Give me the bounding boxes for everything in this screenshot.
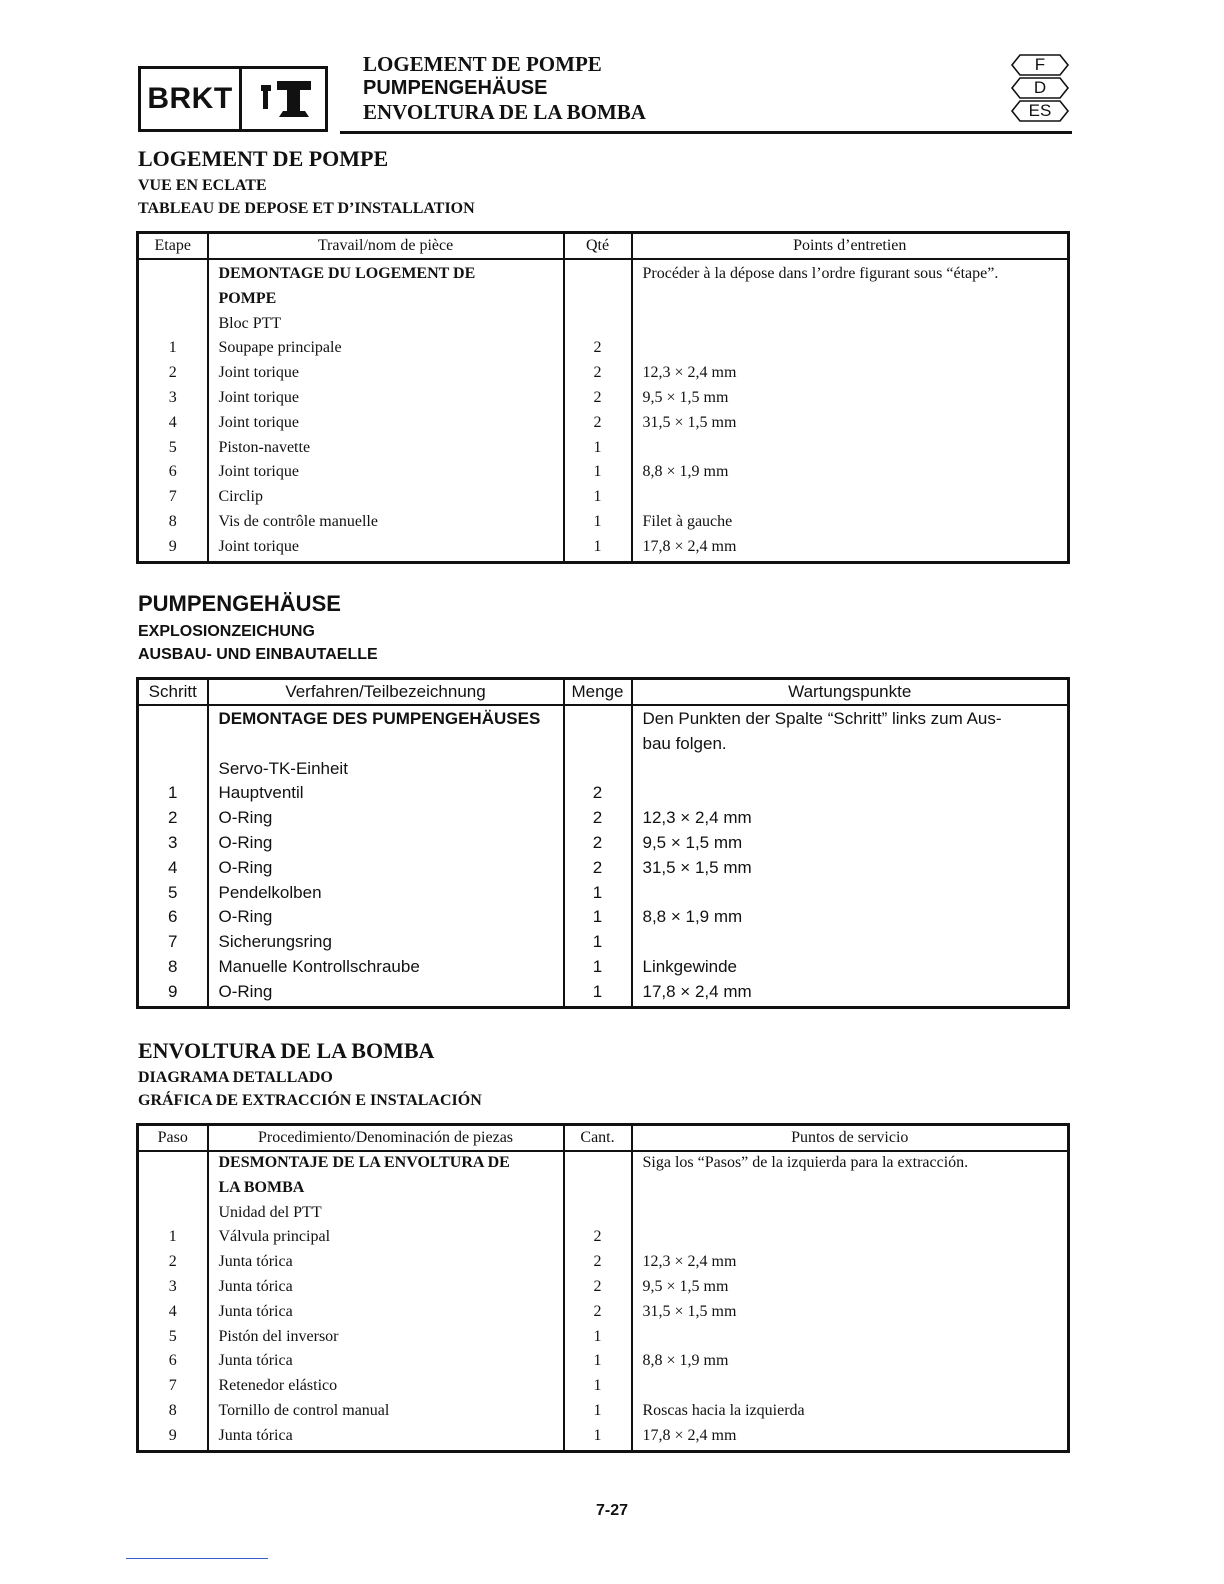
table-row: 8 Manuelle Kontrollschraube 1 Linkgewinde: [138, 956, 1069, 981]
subtitle-de-2: AUSBAU- UND EINBAUTAELLE: [138, 646, 378, 663]
table-row: 6 Joint torique 1 8,8 × 1,9 mm: [138, 461, 1069, 486]
page-number: 7-27: [595, 1502, 629, 1519]
table-row: 5 Pistón del inversor 1: [138, 1326, 1069, 1351]
operation-row: [138, 259, 1069, 288]
table-row: 3 O-Ring 2 9,5 × 1,5 mm: [138, 832, 1069, 857]
bracket-icon: [242, 69, 325, 129]
table-row: 6 Junta tórica 1 8,8 × 1,9 mm: [138, 1350, 1069, 1375]
table-row: 7 Circlip 1: [138, 486, 1069, 511]
table-row: 3 Junta tórica 2 9,5 × 1,5 mm: [138, 1276, 1069, 1301]
header-titles: [363, 52, 646, 124]
section-title-de: PUMPENGEHÄUSE: [138, 591, 341, 616]
lang-tag-f: F: [1010, 54, 1070, 76]
section-title-fr: LOGEMENT DE POMPE: [138, 146, 389, 171]
unit-label: Unidad del PTT: [208, 1202, 564, 1227]
table-row: 2 Joint torique 2 12,3 × 2,4 mm: [138, 362, 1069, 387]
col-header-part: Verfahren/Teilbezeichnung: [208, 679, 564, 706]
operation-note: Siga los “Pasos” de la izquierda para la extracción.: [632, 1151, 1069, 1177]
col-header-step: Paso: [138, 1125, 208, 1152]
operation-note: Den Punkten der Spalte “Schritt” links zum Aus-: [632, 705, 1069, 733]
table-row: 5 Piston-navette 1: [138, 437, 1069, 462]
table-header-row: [138, 679, 1069, 706]
table-row: 7 Sicherungsring 1: [138, 931, 1069, 956]
parts-table-es: [136, 1123, 1070, 1453]
brkt-label: BRKT: [141, 69, 242, 129]
table-row: 9 O-Ring 1 17,8 × 2,4 mm: [138, 981, 1069, 1007]
unit-label: Bloc PTT: [208, 313, 564, 338]
col-header-part: Procedimiento/Denominación de piezas: [208, 1125, 564, 1152]
table-row: 3 Joint torique 2 9,5 × 1,5 mm: [138, 387, 1069, 412]
parts-table-fr: [136, 231, 1070, 564]
operation-note-cont: bau folgen.: [632, 733, 1069, 758]
parts-table-de: [136, 677, 1070, 1009]
table-row: 4 Joint torique 2 31,5 × 1,5 mm: [138, 412, 1069, 437]
col-header-points: Wartungspunkte: [632, 679, 1069, 706]
operation-note: Procéder à la dépose dans l’ordre figurant sous “étape”.: [632, 259, 1069, 288]
table-row: 8 Vis de contrôle manuelle 1 Filet à gauche: [138, 511, 1069, 536]
col-header-step: Etape: [138, 233, 208, 260]
subtitle-fr-2: TABLEAU DE DEPOSE ET D’INSTALLATION: [138, 200, 475, 217]
col-header-qty: Qté: [564, 233, 632, 260]
operation-title: DESMONTAJE DE LA ENVOLTURA DE: [208, 1151, 564, 1177]
col-header-qty: Menge: [564, 679, 632, 706]
table-row: 4 O-Ring 2 31,5 × 1,5 mm: [138, 857, 1069, 882]
table-header-row: [138, 1125, 1069, 1152]
subtitle-de-1: EXPLOSIONZEICHUNG: [138, 623, 315, 640]
col-header-part: Travail/nom de pièce: [208, 233, 564, 260]
table-row: 8 Tornillo de control manual 1 Roscas hacia la izquierda: [138, 1400, 1069, 1425]
header-rule: [340, 131, 1072, 134]
table-row: 4 Junta tórica 2 31,5 × 1,5 mm: [138, 1301, 1069, 1326]
operation-title: DEMONTAGE DU LOGEMENT DE: [208, 259, 564, 288]
subtitle-es-1: DIAGRAMA DETALLADO: [138, 1069, 333, 1086]
table-row: 9 Joint torique 1 17,8 × 2,4 mm: [138, 536, 1069, 562]
table-row: 5 Pendelkolben 1: [138, 882, 1069, 907]
col-header-points: Puntos de servicio: [632, 1125, 1069, 1152]
lang-tag-es: ES: [1010, 100, 1070, 122]
operation-row: [138, 1151, 1069, 1177]
subtitle-fr-1: VUE EN ECLATE: [138, 177, 267, 194]
table-row: 1 Válvula principal 2: [138, 1226, 1069, 1251]
table-row: 9 Junta tórica 1 17,8 × 2,4 mm: [138, 1425, 1069, 1451]
header-title-de: PUMPENGEHÄUSE: [363, 77, 548, 99]
brkt-badge: [138, 66, 328, 132]
col-header-points: Points d’entretien: [632, 233, 1069, 260]
table-row: 7 Retenedor elástico 1: [138, 1375, 1069, 1400]
header-title-fr: LOGEMENT DE POMPE: [363, 52, 602, 76]
footer-line: [126, 1558, 268, 1559]
table-row: 1 Hauptventil 2: [138, 782, 1069, 807]
table-row: 2 Junta tórica 2 12,3 × 2,4 mm: [138, 1251, 1069, 1276]
header-title-es: ENVOLTURA DE LA BOMBA: [363, 100, 646, 124]
operation-title: DEMONTAGE DES PUMPENGEHÄUSES: [208, 705, 564, 733]
table-header-row: [138, 233, 1069, 260]
unit-label: Servo-TK-Einheit: [208, 758, 564, 783]
table-row: 1 Soupape principale 2: [138, 337, 1069, 362]
subtitle-es-2: GRÁFICA DE EXTRACCIÓN E INSTALACIÓN: [138, 1092, 482, 1109]
col-header-qty: Cant.: [564, 1125, 632, 1152]
section-title-es: ENVOLTURA DE LA BOMBA: [138, 1038, 435, 1063]
col-header-step: Schritt: [138, 679, 208, 706]
operation-title-cont: POMPE: [208, 288, 564, 313]
table-row: 6 O-Ring 1 8,8 × 1,9 mm: [138, 906, 1069, 931]
table-row: 2 O-Ring 2 12,3 × 2,4 mm: [138, 807, 1069, 832]
operation-row: [138, 705, 1069, 733]
lang-tag-d: D: [1010, 77, 1070, 99]
operation-title-cont: LA BOMBA: [208, 1177, 564, 1202]
